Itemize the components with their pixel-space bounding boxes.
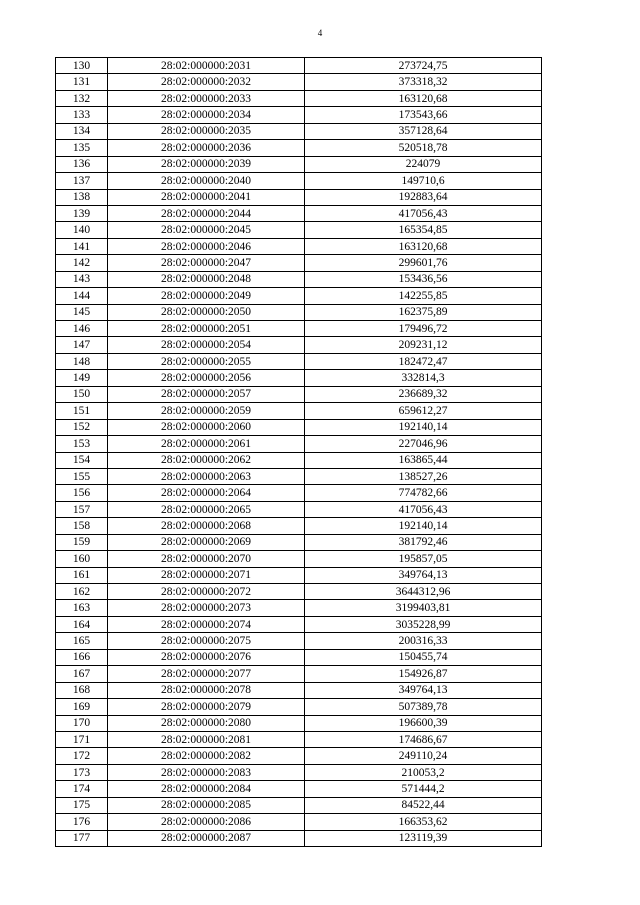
cadastral-value-cell: 273724,75 <box>305 58 542 74</box>
table-row <box>56 666 542 682</box>
cadastral-value-cell: 138527,26 <box>305 468 542 484</box>
cadastral-value-cell: 520518,78 <box>305 140 542 156</box>
row-number-cell: 168 <box>56 682 108 698</box>
row-number-cell: 134 <box>56 123 108 139</box>
row-number-cell: 152 <box>56 419 108 435</box>
cadastral-value-cell: 163120,68 <box>305 90 542 106</box>
table-row <box>56 731 542 747</box>
table-row <box>56 386 542 402</box>
cadastral-number-cell: 28:02:000000:2040 <box>108 173 305 189</box>
cadastral-value-cell: 373318,32 <box>305 74 542 90</box>
row-number-cell: 155 <box>56 468 108 484</box>
table-row <box>56 74 542 90</box>
table-row <box>56 518 542 534</box>
table-row <box>56 600 542 616</box>
cadastral-value-cell: 163865,44 <box>305 452 542 468</box>
table-row <box>56 748 542 764</box>
cadastral-number-cell: 28:02:000000:2046 <box>108 238 305 254</box>
cadastral-value-cell: 84522,44 <box>305 797 542 813</box>
cadastral-number-cell: 28:02:000000:2065 <box>108 501 305 517</box>
row-number-cell: 149 <box>56 370 108 386</box>
row-number-cell: 167 <box>56 666 108 682</box>
row-number-cell: 176 <box>56 814 108 830</box>
table-row <box>56 649 542 665</box>
table-row <box>56 616 542 632</box>
cadastral-number-cell: 28:02:000000:2033 <box>108 90 305 106</box>
row-number-cell: 141 <box>56 238 108 254</box>
table-row <box>56 58 542 74</box>
table-row <box>56 485 542 501</box>
table-row <box>56 764 542 780</box>
table-row <box>56 123 542 139</box>
cadastral-number-cell: 28:02:000000:2056 <box>108 370 305 386</box>
cadastral-number-cell: 28:02:000000:2074 <box>108 616 305 632</box>
row-number-cell: 156 <box>56 485 108 501</box>
cadastral-number-cell: 28:02:000000:2059 <box>108 403 305 419</box>
cadastral-number-cell: 28:02:000000:2047 <box>108 255 305 271</box>
row-number-cell: 175 <box>56 797 108 813</box>
table-row <box>56 797 542 813</box>
cadastral-value-cell: 196600,39 <box>305 715 542 731</box>
row-number-cell: 154 <box>56 452 108 468</box>
table-row <box>56 205 542 221</box>
cadastral-value-cell: 165354,85 <box>305 222 542 238</box>
row-number-cell: 170 <box>56 715 108 731</box>
table-row <box>56 468 542 484</box>
row-number-cell: 174 <box>56 781 108 797</box>
table-row <box>56 419 542 435</box>
table-row <box>56 189 542 205</box>
cadastral-value-cell: 200316,33 <box>305 633 542 649</box>
cadastral-number-cell: 28:02:000000:2078 <box>108 682 305 698</box>
cadastral-number-cell: 28:02:000000:2035 <box>108 123 305 139</box>
table-row <box>56 403 542 419</box>
cadastral-value-cell: 173543,66 <box>305 107 542 123</box>
cadastral-value-cell: 349764,13 <box>305 682 542 698</box>
cadastral-value-cell: 249110,24 <box>305 748 542 764</box>
table-row <box>56 501 542 517</box>
page-number: 4 <box>317 28 323 38</box>
cadastral-number-cell: 28:02:000000:2062 <box>108 452 305 468</box>
table-row <box>56 271 542 287</box>
cadastral-value-cell: 236689,32 <box>305 386 542 402</box>
table-row <box>56 682 542 698</box>
table-row <box>56 551 542 567</box>
row-number-cell: 162 <box>56 584 108 600</box>
cadastral-value-cell: 3644312,96 <box>305 584 542 600</box>
row-number-cell: 132 <box>56 90 108 106</box>
cadastral-number-cell: 28:02:000000:2084 <box>108 781 305 797</box>
cadastral-value-cell: 123119,39 <box>305 830 542 846</box>
cadastral-number-cell: 28:02:000000:2076 <box>108 649 305 665</box>
table-row <box>56 584 542 600</box>
table-row <box>56 567 542 583</box>
cadastral-number-cell: 28:02:000000:2063 <box>108 468 305 484</box>
row-number-cell: 166 <box>56 649 108 665</box>
cadastral-value-cell: 142255,85 <box>305 288 542 304</box>
row-number-cell: 130 <box>56 58 108 74</box>
cadastral-value-table <box>55 57 542 847</box>
table-row <box>56 814 542 830</box>
row-number-cell: 164 <box>56 616 108 632</box>
row-number-cell: 146 <box>56 321 108 337</box>
row-number-cell: 172 <box>56 748 108 764</box>
cadastral-number-cell: 28:02:000000:2068 <box>108 518 305 534</box>
row-number-cell: 137 <box>56 173 108 189</box>
table-row <box>56 140 542 156</box>
table-row <box>56 633 542 649</box>
row-number-cell: 173 <box>56 764 108 780</box>
cadastral-number-cell: 28:02:000000:2083 <box>108 764 305 780</box>
cadastral-number-cell: 28:02:000000:2054 <box>108 337 305 353</box>
cadastral-number-cell: 28:02:000000:2039 <box>108 156 305 172</box>
cadastral-number-cell: 28:02:000000:2045 <box>108 222 305 238</box>
cadastral-value-cell: 163120,68 <box>305 238 542 254</box>
table-row <box>56 222 542 238</box>
row-number-cell: 142 <box>56 255 108 271</box>
cadastral-number-cell: 28:02:000000:2070 <box>108 551 305 567</box>
cadastral-number-cell: 28:02:000000:2073 <box>108 600 305 616</box>
table-row <box>56 107 542 123</box>
table-row <box>56 288 542 304</box>
cadastral-value-cell: 150455,74 <box>305 649 542 665</box>
cadastral-value-cell: 192140,14 <box>305 518 542 534</box>
cadastral-value-cell: 774782,66 <box>305 485 542 501</box>
cadastral-value-cell: 417056,43 <box>305 205 542 221</box>
row-number-cell: 135 <box>56 140 108 156</box>
row-number-cell: 133 <box>56 107 108 123</box>
table-body <box>56 58 542 847</box>
row-number-cell: 145 <box>56 304 108 320</box>
cadastral-value-cell: 179496,72 <box>305 321 542 337</box>
cadastral-number-cell: 28:02:000000:2081 <box>108 731 305 747</box>
cadastral-value-cell: 192140,14 <box>305 419 542 435</box>
table-row <box>56 534 542 550</box>
cadastral-value-cell: 162375,89 <box>305 304 542 320</box>
row-number-cell: 138 <box>56 189 108 205</box>
cadastral-value-cell: 192883,64 <box>305 189 542 205</box>
row-number-cell: 161 <box>56 567 108 583</box>
cadastral-number-cell: 28:02:000000:2085 <box>108 797 305 813</box>
row-number-cell: 136 <box>56 156 108 172</box>
cadastral-number-cell: 28:02:000000:2055 <box>108 353 305 369</box>
row-number-cell: 153 <box>56 436 108 452</box>
cadastral-value-cell: 154926,87 <box>305 666 542 682</box>
table-row <box>56 337 542 353</box>
cadastral-value-cell: 153436,56 <box>305 271 542 287</box>
row-number-cell: 171 <box>56 731 108 747</box>
table-row <box>56 781 542 797</box>
cadastral-number-cell: 28:02:000000:2057 <box>108 386 305 402</box>
cadastral-value-cell: 166353,62 <box>305 814 542 830</box>
cadastral-value-cell: 381792,46 <box>305 534 542 550</box>
cadastral-number-cell: 28:02:000000:2080 <box>108 715 305 731</box>
cadastral-number-cell: 28:02:000000:2069 <box>108 534 305 550</box>
cadastral-number-cell: 28:02:000000:2087 <box>108 830 305 846</box>
cadastral-value-cell: 357128,64 <box>305 123 542 139</box>
table-row <box>56 452 542 468</box>
cadastral-value-cell: 299601,76 <box>305 255 542 271</box>
row-number-cell: 159 <box>56 534 108 550</box>
table-row <box>56 156 542 172</box>
cadastral-value-cell: 659612,27 <box>305 403 542 419</box>
cadastral-number-cell: 28:02:000000:2075 <box>108 633 305 649</box>
cadastral-number-cell: 28:02:000000:2031 <box>108 58 305 74</box>
row-number-cell: 140 <box>56 222 108 238</box>
cadastral-value-cell: 224079 <box>305 156 542 172</box>
cadastral-value-cell: 227046,96 <box>305 436 542 452</box>
cadastral-value-cell: 571444,2 <box>305 781 542 797</box>
table-row <box>56 830 542 846</box>
cadastral-number-cell: 28:02:000000:2064 <box>108 485 305 501</box>
cadastral-value-cell: 349764,13 <box>305 567 542 583</box>
cadastral-number-cell: 28:02:000000:2034 <box>108 107 305 123</box>
table-row <box>56 353 542 369</box>
cadastral-number-cell: 28:02:000000:2049 <box>108 288 305 304</box>
cadastral-number-cell: 28:02:000000:2082 <box>108 748 305 764</box>
table-row <box>56 436 542 452</box>
row-number-cell: 139 <box>56 205 108 221</box>
cadastral-value-cell: 507389,78 <box>305 699 542 715</box>
table-row <box>56 715 542 731</box>
row-number-cell: 157 <box>56 501 108 517</box>
cadastral-value-cell: 3035228,99 <box>305 616 542 632</box>
cadastral-value-cell: 3199403,81 <box>305 600 542 616</box>
cadastral-value-cell: 174686,67 <box>305 731 542 747</box>
cadastral-number-cell: 28:02:000000:2071 <box>108 567 305 583</box>
row-number-cell: 163 <box>56 600 108 616</box>
row-number-cell: 131 <box>56 74 108 90</box>
row-number-cell: 177 <box>56 830 108 846</box>
cadastral-value-cell: 195857,05 <box>305 551 542 567</box>
row-number-cell: 147 <box>56 337 108 353</box>
cadastral-value-cell: 149710,6 <box>305 173 542 189</box>
table-row <box>56 173 542 189</box>
cadastral-number-cell: 28:02:000000:2077 <box>108 666 305 682</box>
row-number-cell: 144 <box>56 288 108 304</box>
cadastral-value-cell: 210053,2 <box>305 764 542 780</box>
cadastral-value-cell: 332814,3 <box>305 370 542 386</box>
cadastral-value-cell: 417056,43 <box>305 501 542 517</box>
cadastral-number-cell: 28:02:000000:2032 <box>108 74 305 90</box>
cadastral-number-cell: 28:02:000000:2060 <box>108 419 305 435</box>
cadastral-number-cell: 28:02:000000:2061 <box>108 436 305 452</box>
table-row <box>56 699 542 715</box>
cadastral-number-cell: 28:02:000000:2041 <box>108 189 305 205</box>
cadastral-number-cell: 28:02:000000:2079 <box>108 699 305 715</box>
row-number-cell: 143 <box>56 271 108 287</box>
row-number-cell: 151 <box>56 403 108 419</box>
row-number-cell: 165 <box>56 633 108 649</box>
row-number-cell: 158 <box>56 518 108 534</box>
cadastral-number-cell: 28:02:000000:2044 <box>108 205 305 221</box>
row-number-cell: 150 <box>56 386 108 402</box>
row-number-cell: 160 <box>56 551 108 567</box>
cadastral-number-cell: 28:02:000000:2051 <box>108 321 305 337</box>
table-row <box>56 321 542 337</box>
cadastral-number-cell: 28:02:000000:2072 <box>108 584 305 600</box>
table-row <box>56 370 542 386</box>
row-number-cell: 169 <box>56 699 108 715</box>
cadastral-number-cell: 28:02:000000:2050 <box>108 304 305 320</box>
table-row <box>56 304 542 320</box>
table-row <box>56 90 542 106</box>
row-number-cell: 148 <box>56 353 108 369</box>
cadastral-number-cell: 28:02:000000:2086 <box>108 814 305 830</box>
table-row <box>56 255 542 271</box>
cadastral-value-cell: 182472,47 <box>305 353 542 369</box>
cadastral-number-cell: 28:02:000000:2036 <box>108 140 305 156</box>
cadastral-number-cell: 28:02:000000:2048 <box>108 271 305 287</box>
table-row <box>56 238 542 254</box>
cadastral-value-cell: 209231,12 <box>305 337 542 353</box>
